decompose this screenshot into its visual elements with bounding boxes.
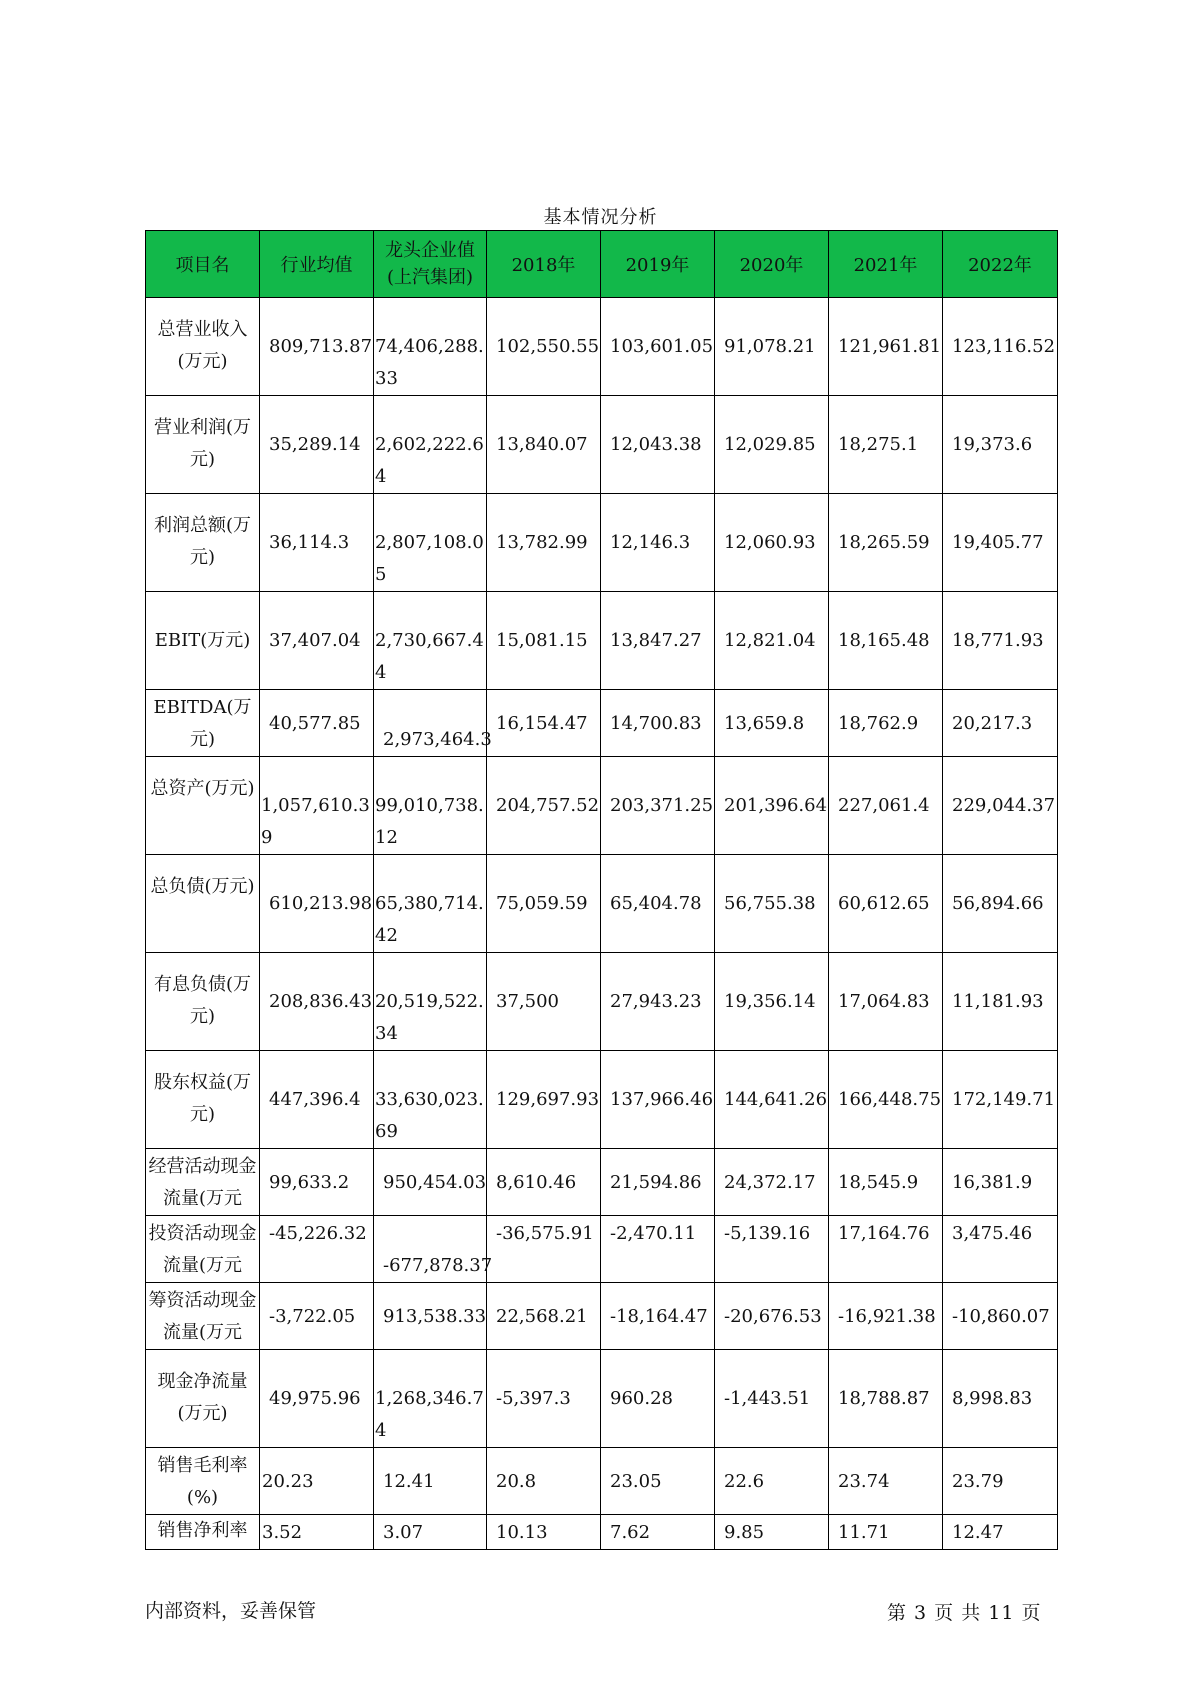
- row-label-cell: [146, 1149, 260, 1216]
- cell-y2022: [943, 1283, 1058, 1350]
- cell-industry_avg: [260, 298, 374, 396]
- cell-value: 9.85: [724, 1522, 765, 1543]
- table-row: [146, 1216, 1058, 1283]
- cell-y2020: [715, 855, 829, 953]
- cell-value: 447,396.4: [269, 1089, 361, 1110]
- cell-industry_avg: [260, 1350, 374, 1448]
- cell-y2019: [601, 1448, 715, 1515]
- cell-value: -1,443.51: [724, 1388, 811, 1409]
- footer-confidential: 内部资料，妥善保管: [145, 1600, 317, 1622]
- cell-value: 12.47: [952, 1522, 1004, 1543]
- cell-y2018: [487, 592, 601, 690]
- cell-y2021: [829, 757, 943, 855]
- cell-y2018: [487, 298, 601, 396]
- cell-y2020: [715, 1448, 829, 1515]
- cell-y2021: [829, 1350, 943, 1448]
- cell-leader: [374, 1448, 487, 1515]
- row-label: 经营活动现金流量(万元: [148, 1156, 257, 1209]
- cell-value: 12,821.04: [724, 630, 816, 651]
- table-row: [146, 690, 1058, 757]
- cell-y2020: [715, 1350, 829, 1448]
- data-table: [145, 230, 1058, 1550]
- cell-y2022: [943, 690, 1058, 757]
- cell-value: 12,029.85: [724, 434, 816, 455]
- header-2022: 2022年: [943, 231, 1058, 298]
- cell-value: 20,519,522.34: [375, 991, 484, 1044]
- cell-leader: [374, 953, 487, 1051]
- cell-y2020: [715, 953, 829, 1051]
- cell-y2019: [601, 592, 715, 690]
- cell-value: 19,373.6: [952, 434, 1033, 455]
- cell-leader: [374, 396, 487, 494]
- row-label-cell: [146, 494, 260, 592]
- cell-value: 204,757.52: [496, 795, 600, 816]
- table-row: [146, 298, 1058, 396]
- cell-value: -20,676.53: [724, 1306, 822, 1327]
- cell-value: 229,044.37: [952, 795, 1056, 816]
- cell-value: -18,164.47: [610, 1306, 708, 1327]
- cell-value: 17,064.83: [838, 991, 930, 1012]
- cell-industry_avg: [260, 1149, 374, 1216]
- cell-value: 20.23: [262, 1471, 314, 1492]
- cell-value: -16,921.38: [838, 1306, 936, 1327]
- cell-value: -3,722.05: [269, 1306, 356, 1327]
- cell-industry_avg: [260, 1051, 374, 1149]
- row-label-cell: [146, 1515, 260, 1550]
- cell-y2022: [943, 855, 1058, 953]
- header-2020: 2020年: [715, 231, 829, 298]
- row-label: 现金净流量(万元): [157, 1371, 248, 1424]
- cell-value: 227,061.4: [838, 795, 930, 816]
- cell-value: 103,601.05: [610, 336, 714, 357]
- cell-value: 22.6: [724, 1471, 765, 1492]
- cell-value: 91,078.21: [724, 336, 816, 357]
- table-row: [146, 396, 1058, 494]
- cell-value: 74,406,288.33: [375, 336, 484, 389]
- cell-value: 11,181.93: [952, 991, 1044, 1012]
- header-leader-line2: (上汽集团): [386, 267, 474, 288]
- cell-y2022: [943, 494, 1058, 592]
- cell-value: 3.07: [383, 1522, 424, 1543]
- cell-industry_avg: [260, 494, 374, 592]
- table-row: [146, 1448, 1058, 1515]
- cell-value: 809,713.87: [269, 336, 373, 357]
- cell-y2018: [487, 494, 601, 592]
- cell-y2021: [829, 1448, 943, 1515]
- cell-y2021: [829, 855, 943, 953]
- cell-y2020: [715, 1051, 829, 1149]
- cell-value: 21,594.86: [610, 1172, 702, 1193]
- row-label: 利润总额(万元): [153, 515, 252, 568]
- cell-value: 37,500: [496, 991, 559, 1012]
- cell-value: 23.79: [952, 1471, 1004, 1492]
- cell-value: 8,998.83: [952, 1388, 1033, 1409]
- cell-value: 22,568.21: [496, 1306, 588, 1327]
- row-label: EBITDA(万元): [153, 697, 252, 750]
- row-label-cell: [146, 1448, 260, 1515]
- row-label: 筹资活动现金流量(万元: [148, 1290, 257, 1343]
- row-label-cell: [146, 757, 260, 855]
- cell-y2021: [829, 494, 943, 592]
- cell-y2021: [829, 396, 943, 494]
- cell-y2020: [715, 396, 829, 494]
- cell-industry_avg: [260, 690, 374, 757]
- cell-leader: [374, 690, 492, 757]
- table-row: [146, 592, 1058, 690]
- row-label-cell: [146, 1216, 260, 1283]
- cell-value: 18,275.1: [838, 434, 919, 455]
- cell-leader: [374, 1216, 493, 1283]
- cell-y2018: [487, 1051, 601, 1149]
- cell-y2020: [715, 494, 829, 592]
- cell-y2021: [829, 1283, 943, 1350]
- cell-y2022: [943, 1149, 1058, 1216]
- table-row: [146, 855, 1058, 953]
- cell-y2020: [715, 592, 829, 690]
- cell-value: 610,213.98: [269, 893, 373, 914]
- cell-y2018: [487, 1515, 601, 1550]
- footer-page-number: 第 3 页 共 11 页: [887, 1602, 1042, 1624]
- cell-y2018: [487, 1283, 601, 1350]
- table-caption: 基本情况分析: [543, 207, 658, 228]
- cell-value: 17,164.76: [838, 1223, 930, 1244]
- cell-y2019: [601, 1283, 715, 1350]
- cell-y2022: [943, 953, 1058, 1051]
- cell-value: 102,550.55: [496, 336, 600, 357]
- cell-value: 960.28: [610, 1388, 673, 1409]
- cell-y2019: [601, 494, 715, 592]
- cell-y2022: [943, 592, 1058, 690]
- row-label-cell: [146, 953, 260, 1051]
- cell-y2018: [487, 396, 601, 494]
- cell-y2019: [601, 1216, 715, 1283]
- cell-value: 49,975.96: [269, 1388, 361, 1409]
- cell-industry_avg: [260, 1448, 374, 1515]
- cell-value: 56,755.38: [724, 893, 816, 914]
- cell-y2020: [715, 1283, 829, 1350]
- cell-y2021: [829, 592, 943, 690]
- cell-value: 166,448.75: [838, 1089, 942, 1110]
- cell-value: 20,217.3: [952, 713, 1033, 734]
- cell-y2019: [601, 757, 715, 855]
- header-industry-avg: 行业均值: [260, 231, 374, 298]
- cell-value: -45,226.32: [269, 1223, 367, 1244]
- cell-industry_avg: [260, 1515, 374, 1550]
- cell-industry_avg: [260, 1216, 374, 1283]
- cell-value: 13,840.07: [496, 434, 588, 455]
- row-label: 总资产(万元): [150, 778, 255, 799]
- cell-value: 27,943.23: [610, 991, 702, 1012]
- cell-value: 203,371.25: [610, 795, 714, 816]
- cell-leader: [374, 592, 487, 690]
- cell-leader: [374, 494, 487, 592]
- cell-value: 2,602,222.64: [375, 434, 484, 487]
- cell-y2021: [829, 690, 943, 757]
- cell-y2018: [487, 690, 601, 757]
- cell-leader: [374, 1350, 487, 1448]
- cell-industry_avg: [260, 1283, 374, 1350]
- cell-y2021: [829, 953, 943, 1051]
- cell-value: 23.74: [838, 1471, 890, 1492]
- header-item-name: 项目名: [146, 231, 260, 298]
- cell-value: 137,966.46: [610, 1089, 714, 1110]
- cell-y2022: [943, 396, 1058, 494]
- table-row: [146, 953, 1058, 1051]
- cell-value: 2,730,667.44: [375, 630, 484, 683]
- cell-value: 8,610.46: [496, 1172, 577, 1193]
- cell-y2019: [601, 953, 715, 1051]
- cell-value: 129,697.93: [496, 1089, 600, 1110]
- cell-y2022: [943, 298, 1058, 396]
- cell-y2018: [487, 855, 601, 953]
- header-2018: 2018年: [487, 231, 601, 298]
- cell-y2020: [715, 1149, 829, 1216]
- cell-value: 36,114.3: [269, 532, 350, 553]
- cell-y2020: [715, 757, 829, 855]
- cell-value: 1,057,610.39: [261, 795, 370, 848]
- row-label: 销售毛利率(%): [157, 1455, 248, 1508]
- cell-y2019: [601, 1149, 715, 1216]
- cell-value: 13,782.99: [496, 532, 588, 553]
- cell-y2018: [487, 953, 601, 1051]
- table-row: [146, 1350, 1058, 1448]
- cell-y2021: [829, 1216, 943, 1283]
- cell-y2022: [943, 1448, 1058, 1515]
- row-label-cell: [146, 1051, 260, 1149]
- cell-value: 172,149.71: [952, 1089, 1056, 1110]
- cell-y2019: [601, 1515, 715, 1550]
- cell-y2020: [715, 298, 829, 396]
- cell-value: 13,847.27: [610, 630, 702, 651]
- cell-y2019: [601, 298, 715, 396]
- cell-industry_avg: [260, 757, 374, 855]
- cell-y2022: [943, 757, 1058, 855]
- row-label: 营业利润(万元): [153, 417, 252, 470]
- cell-value: 18,165.48: [838, 630, 930, 651]
- cell-value: -2,470.11: [610, 1223, 697, 1244]
- cell-y2021: [829, 1515, 943, 1550]
- cell-y2019: [601, 1350, 715, 1448]
- cell-value: 65,404.78: [610, 893, 702, 914]
- cell-value: 12,043.38: [610, 434, 702, 455]
- cell-value: 60,612.65: [838, 893, 930, 914]
- row-label-cell: [146, 396, 260, 494]
- row-label: 总负债(万元): [150, 876, 255, 897]
- cell-y2020: [715, 1515, 829, 1550]
- cell-y2021: [829, 1051, 943, 1149]
- cell-value: 24,372.17: [724, 1172, 816, 1193]
- row-label: 股东权益(万元): [153, 1072, 252, 1125]
- cell-y2020: [715, 690, 829, 757]
- cell-value: 1,268,346.74: [375, 1388, 484, 1441]
- cell-industry_avg: [260, 592, 374, 690]
- cell-leader: [374, 298, 487, 396]
- row-label-cell: [146, 690, 260, 757]
- cell-value: 16,154.47: [496, 713, 588, 734]
- cell-value: 7.62: [610, 1522, 651, 1543]
- cell-value: 15,081.15: [496, 630, 588, 651]
- cell-value: 201,396.64: [724, 795, 828, 816]
- cell-y2018: [487, 1149, 601, 1216]
- row-label: 投资活动现金流量(万元: [148, 1223, 257, 1276]
- row-label: EBIT(万元): [154, 630, 251, 651]
- cell-leader: [374, 757, 487, 855]
- cell-value: -5,139.16: [724, 1223, 811, 1244]
- cell-value: 950,454.03: [383, 1172, 487, 1193]
- cell-value: -677,878.37: [383, 1255, 493, 1276]
- cell-y2019: [601, 855, 715, 953]
- table-row: [146, 1149, 1058, 1216]
- header-2019: 2019年: [601, 231, 715, 298]
- cell-y2019: [601, 690, 715, 757]
- cell-value: 99,010,738.12: [375, 795, 484, 848]
- cell-value: 18,265.59: [838, 532, 930, 553]
- cell-value: 20.8: [496, 1471, 537, 1492]
- cell-value: 144,641.26: [724, 1089, 828, 1110]
- cell-leader: [374, 1283, 487, 1350]
- cell-value: 12.41: [383, 1471, 435, 1492]
- cell-y2022: [943, 1350, 1058, 1448]
- header-leader-line1: 龙头企业值: [385, 240, 475, 261]
- cell-value: 3,475.46: [952, 1223, 1033, 1244]
- cell-industry_avg: [260, 855, 374, 953]
- row-label-cell: [146, 298, 260, 396]
- cell-y2020: [715, 1216, 829, 1283]
- cell-value: 33,630,023.69: [375, 1089, 484, 1142]
- table-row: [146, 1283, 1058, 1350]
- cell-value: 18,788.87: [838, 1388, 930, 1409]
- cell-value: -36,575.91: [496, 1223, 594, 1244]
- cell-value: 2,807,108.05: [375, 532, 484, 585]
- cell-y2019: [601, 1051, 715, 1149]
- cell-value: 19,405.77: [952, 532, 1044, 553]
- row-label: 销售净利率: [157, 1520, 248, 1541]
- cell-y2018: [487, 757, 601, 855]
- cell-value: 913,538.33: [383, 1306, 487, 1327]
- cell-value: 18,762.9: [838, 713, 919, 734]
- cell-leader: [374, 1149, 487, 1216]
- cell-value: 18,545.9: [838, 1172, 919, 1193]
- cell-y2021: [829, 1149, 943, 1216]
- cell-industry_avg: [260, 953, 374, 1051]
- header-row: [146, 231, 1058, 298]
- cell-value: 65,380,714.42: [375, 893, 484, 946]
- table-row: [146, 757, 1058, 855]
- cell-value: 99,633.2: [269, 1172, 350, 1193]
- table-row: [146, 494, 1058, 592]
- header-leader: [374, 231, 487, 298]
- cell-value: 40,577.85: [269, 713, 361, 734]
- cell-value: 3.52: [262, 1522, 303, 1543]
- cell-leader: [374, 1051, 487, 1149]
- cell-value: 11.71: [838, 1522, 890, 1543]
- row-label-cell: [146, 1283, 260, 1350]
- cell-value: 56,894.66: [952, 893, 1044, 914]
- cell-value: -10,860.07: [952, 1306, 1050, 1327]
- cell-value: 19,356.14: [724, 991, 816, 1012]
- table-row: [146, 1051, 1058, 1149]
- row-label: 总营业收入(万元): [157, 319, 248, 372]
- cell-value: 123,116.52: [952, 336, 1056, 357]
- cell-value: 13,659.8: [724, 713, 805, 734]
- cell-value: 2,973,464.3: [383, 729, 492, 750]
- cell-industry_avg: [260, 396, 374, 494]
- cell-y2019: [601, 396, 715, 494]
- cell-value: -5,397.3: [496, 1388, 571, 1409]
- cell-y2022: [943, 1515, 1058, 1550]
- cell-y2022: [943, 1216, 1058, 1283]
- cell-value: 12,060.93: [724, 532, 816, 553]
- cell-leader: [374, 1515, 487, 1550]
- row-label-cell: [146, 1350, 260, 1448]
- row-label-cell: [146, 592, 260, 690]
- cell-value: 75,059.59: [496, 893, 588, 914]
- cell-value: 23.05: [610, 1471, 662, 1492]
- cell-y2021: [829, 298, 943, 396]
- cell-value: 35,289.14: [269, 434, 361, 455]
- cell-y2018: [487, 1350, 601, 1448]
- table-row: [146, 1515, 1058, 1550]
- cell-y2018: [487, 1448, 601, 1515]
- cell-value: 16,381.9: [952, 1172, 1033, 1193]
- cell-y2018: [487, 1216, 601, 1283]
- cell-value: 12,146.3: [610, 532, 691, 553]
- cell-value: 10.13: [496, 1522, 548, 1543]
- cell-leader: [374, 855, 487, 953]
- header-2021: 2021年: [829, 231, 943, 298]
- cell-value: 121,961.81: [838, 336, 942, 357]
- cell-value: 18,771.93: [952, 630, 1044, 651]
- cell-value: 208,836.43: [269, 991, 373, 1012]
- cell-value: 37,407.04: [269, 630, 361, 651]
- cell-value: 14,700.83: [610, 713, 702, 734]
- row-label: 有息负债(万元): [153, 974, 252, 1027]
- cell-y2022: [943, 1051, 1058, 1149]
- row-label-cell: [146, 855, 260, 953]
